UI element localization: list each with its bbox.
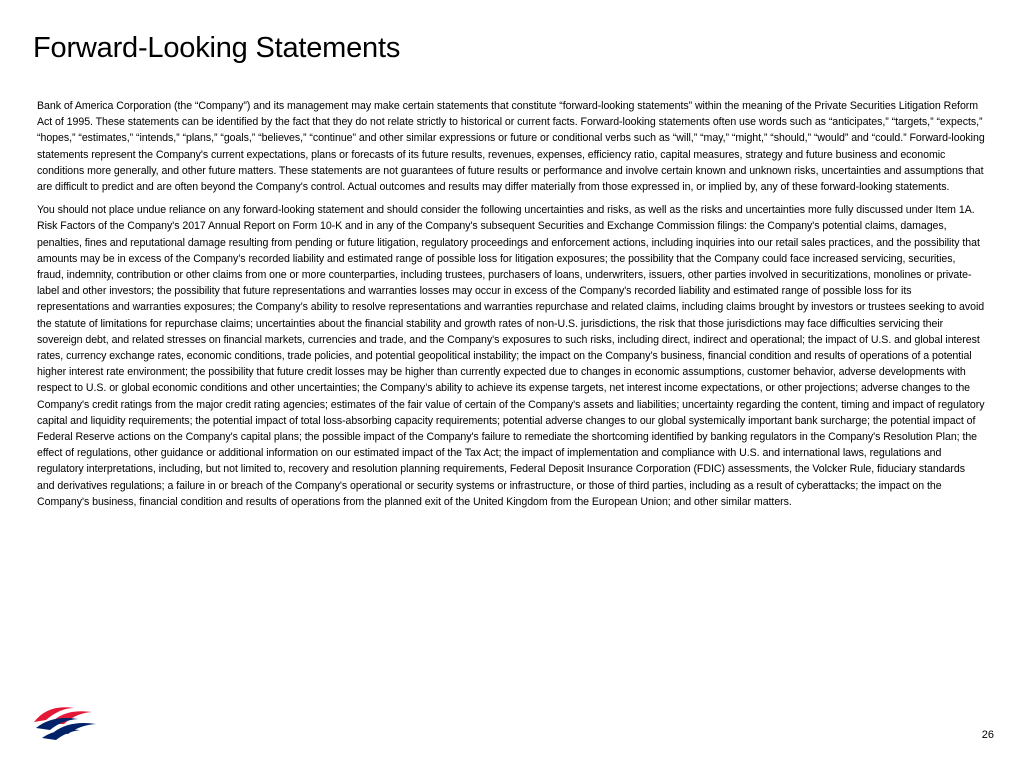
slide-title: Forward-Looking Statements xyxy=(33,32,401,64)
logo-blue-stripe-bottom xyxy=(42,730,80,740)
paragraph-risks: You should not place undue reliance on any forward-looking statement and should consider the following uncertainties and risks, as well as the risks and uncertainties more fully discussed under Item 1A. Risk Factors of the Company's 2017 Annual Report on Form 10-K and in any of the Company's subsequent Securities and Exchange Commission filings: the Company's potential claims, damages, penalties, fines and reputational damage resulting from pending or future litigation, regulatory proceedings and enforcement actions, including inquiries into our retail sales practices, and the possibility that amounts may be in excess of the Company’s recorded liability and estimated range of possible loss for litigation exposures; the possibility that the Company could face increased servicing, securities, fraud, indemnity, contribution or other claims from one or more counterparties, including trustees, purchasers of loans, underwriters, issuers, other parties involved in securitizations, monolines or private-label and other investors; the possibility that future representations and warranties losses may occur in excess of the Company's recorded liability and estimated range of possible loss for its representations and warranties exposures; the Company’s ability to resolve representations and warranties repurchase and related claims, including claims brought by investors or trustees seeking to avoid the statute of limitations for repurchase claims; uncertainties about the financial stability and growth rates of non-U.S. jurisdictions, the risk that those jurisdictions may face difficulties servicing their sovereign debt, and related stresses on financial markets, currencies and trade, and the Company's exposures to such risks, including direct, indirect and operational; the impact of U.S. and global interest rates, currency exchange rates, economic conditions, trade policies, and potential geopolitical instability; the impact on the Company’s business, financial condition and results of operations of a potential higher interest rate environment; the possibility that future credit losses may be higher than currently expected due to changes in economic assumptions, customer behavior, adverse developments with respect to U.S. or global economic conditions and other uncertainties; the Company’s ability to achieve its expense targets, net interest income expectations, or other projections; adverse changes to the Company's credit ratings from the major credit rating agencies; estimates of the fair value of certain of the Company's assets and liabilities; uncertainty regarding the content, timing and impact of regulatory capital and liquidity requirements; the potential impact of total loss-absorbing capacity requirements; potential adverse changes to our global systemically important bank surcharge; the potential impact of Federal Reserve actions on the Company's capital plans; the possible impact of the Company's failure to remediate the shortcoming identified by banking regulators in the Company's Resolution Plan; the effect of regulations, other guidance or additional information on our estimated impact of the Tax Act; the impact of implementation and compliance with U.S. and international laws, regulations and regulatory interpretations, including, but not limited to, recovery and resolution planning requirements, Federal Deposit Insurance Corporation (FDIC) assessments, the Volcker Rule, fiduciary standards and derivatives regulations; a failure in or breach of the Company's operational or security systems or infrastructure, or those of third parties, including as a result of cyberattacks; the impact on the Company's business, financial condition and results of operations from the planned exit of the United Kingdom from the European Union; and other similar matters. xyxy=(37,204,985,508)
slide-body xyxy=(37,98,985,517)
paragraph-intro: Bank of America Corporation (the “Company”) and its management may make certain statements that constitute “forward-looking statements” within the meaning of the Private Securities Litigation Reform Act of 1995. These statements can be identified by the fact that they do not relate strictly to historical or current facts. Forward-looking statements often use words such as “anticipates,” “targets,” “expects,” “hopes,” “estimates,” “intends,” “plans,” “goals,” “believes,” “continue” and other similar expressions or future or conditional verbs such as “will,” “may,” “might,” “should,” “would” and “could.” Forward-looking statements represent the Company's current expectations, plans or forecasts of its future results, revenues, expenses, efficiency ratio, capital measures, strategy and future business and economic conditions more generally, and other future matters. These statements are not guarantees of future results or performance and involve certain known and unknown risks, uncertainties and assumptions that are difficult to predict and are often beyond the Company's control. Actual outcomes and results may differ materially from those expressed in, or implied by, any of these forward-looking statements. xyxy=(37,100,985,194)
bank-of-america-flag-logo-icon xyxy=(30,702,100,742)
page-number: 26 xyxy=(981,729,994,741)
